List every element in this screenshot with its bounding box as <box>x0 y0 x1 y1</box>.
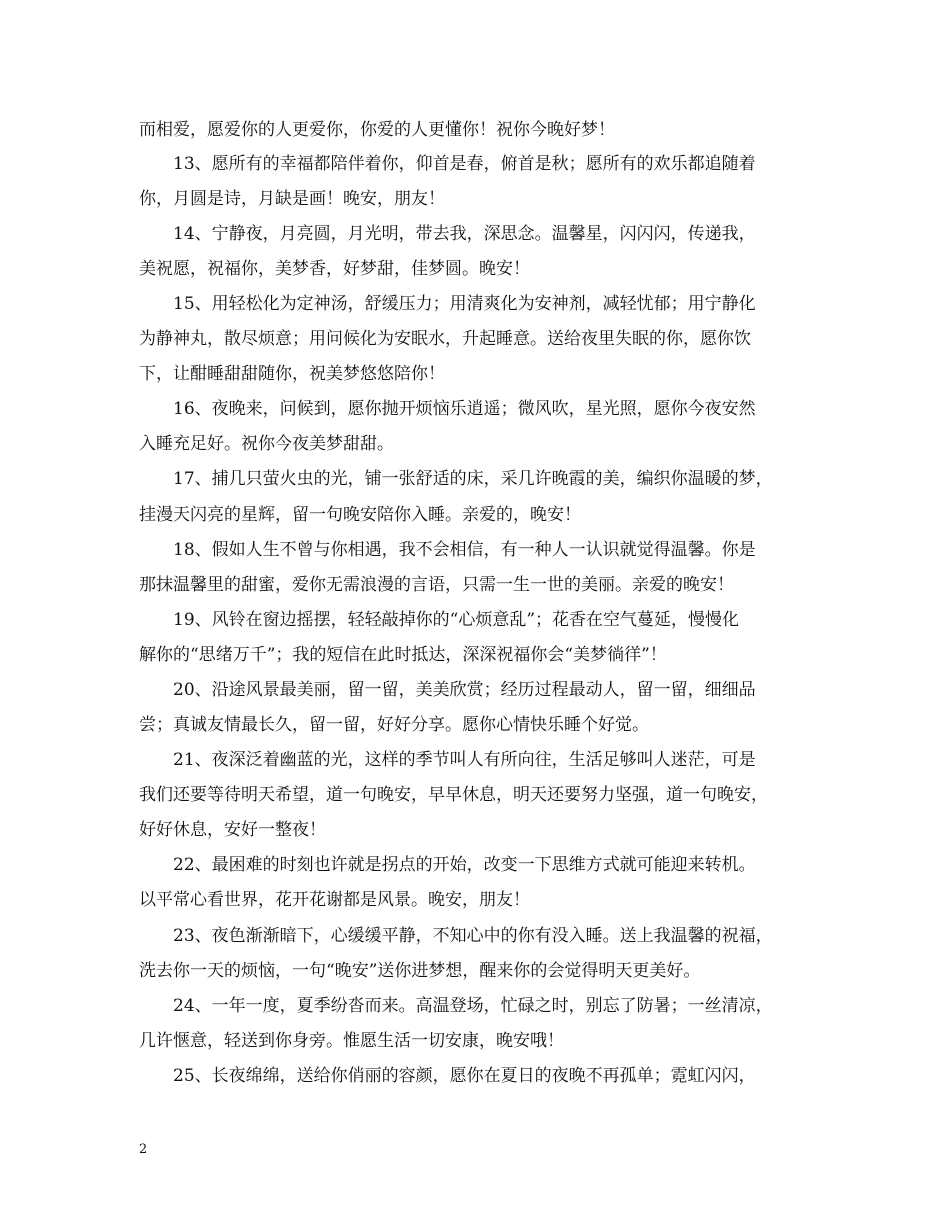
text-line: 好好休息，安好一整夜！ <box>139 820 326 840</box>
text-line: 你，月圆是诗，月缺是画！晚安，朋友！ <box>139 189 445 209</box>
text-line: 15、用轻松化为定神汤，舒缓压力；用清爽化为安神剂，减轻忧郁；用宁静化 <box>173 294 756 314</box>
text-line: 22、最困难的时刻也许就是拐点的开始，改变一下思维方式就可能迎来转机。 <box>173 855 756 875</box>
text-line: 尝；真诚友情最长久，留一留，好好分享。愿你心情快乐睡个好觉。 <box>139 715 649 735</box>
text-line: 16、夜晚来，问候到，愿你抛开烦恼乐逍遥；微风吹，星光照，愿你今夜安然 <box>173 399 756 419</box>
text-line: 23、夜色渐渐暗下，心缓缓平静，不知心中的你有没入睡。送上我温馨的祝福， <box>173 926 773 946</box>
text-line: 而相爱，愿爱你的人更爱你，你爱的人更懂你！祝你今晚好梦！ <box>139 120 615 140</box>
text-line: 几许惬意，轻送到你身旁。惟愿生活一切安康，晚安哦！ <box>139 1031 564 1051</box>
text-line: 17、捕几只萤火虫的光，铺一张舒适的床，采几许晚霞的美，编织你温暖的梦， <box>173 469 773 489</box>
text-line: 13、愿所有的幸福都陪伴着你，仰首是春，俯首是秋；愿所有的欢乐都追随着 <box>173 154 756 174</box>
page-number: 2 <box>139 1142 148 1157</box>
text-line: 19、风铃在窗边摇摆，轻轻敲掉你的“心烦意乱”；花香在空气蔓延，慢慢化 <box>173 610 740 630</box>
text-line: 以平常心看世界，花开花谢都是风景。晚安，朋友！ <box>139 890 530 910</box>
text-line: 解你的“思绪万千”；我的短信在此时抵达，深深祝福你会“美梦徜徉”！ <box>139 645 667 665</box>
text-line: 我们还要等待明天希望，道一句晚安，早早休息，明天还要努力坚强，道一句晚安， <box>139 785 768 805</box>
text-line: 那抹温馨里的甜蜜，爱你无需浪漫的言语，只需一生一世的美丽。亲爱的晚安！ <box>139 575 734 595</box>
text-line: 21、夜深泛着幽蓝的光，这样的季节叫人有所向往，生活足够叫人迷茫，可是 <box>173 750 756 770</box>
text-line: 下，让酣睡甜甜随你，祝美梦悠悠陪你！ <box>139 364 445 384</box>
text-line: 20、沿途风景最美丽，留一留，美美欣赏；经历过程最动人，留一留，细细品 <box>173 680 756 700</box>
text-line: 挂漫天闪亮的星辉，留一句晚安陪你入睡。亲爱的，晚安！ <box>139 505 581 525</box>
text-line: 14、宁静夜，月亮圆，月光明，带去我，深思念。温馨星，闪闪闪，传递我， <box>173 224 756 244</box>
text-line: 24、一年一度，夏季纷沓而来。高温登场，忙碌之时，别忘了防暑；一丝清凉， <box>173 996 773 1016</box>
text-line: 为静神丸，散尽烦意；用问候化为安眠水，升起睡意。送给夜里失眠的你，愿你饮 <box>139 329 751 349</box>
text-line: 美祝愿，祝福你，美梦香，好梦甜，佳梦圆。晚安！ <box>139 259 530 279</box>
text-line: 入睡充足好。祝你今夜美梦甜甜。 <box>139 434 394 454</box>
text-line: 18、假如人生不曾与你相遇，我不会相信，有一种人一认识就觉得温馨。你是 <box>173 540 756 560</box>
text-line: 25、长夜绵绵，送给你俏丽的容颜，愿你在夏日的夜晚不再孤单；霓虹闪闪， <box>173 1066 756 1086</box>
text-line: 洗去你一天的烦恼，一句“晚安”送你进梦想，醒来你的会觉得明天更美好。 <box>139 961 701 981</box>
